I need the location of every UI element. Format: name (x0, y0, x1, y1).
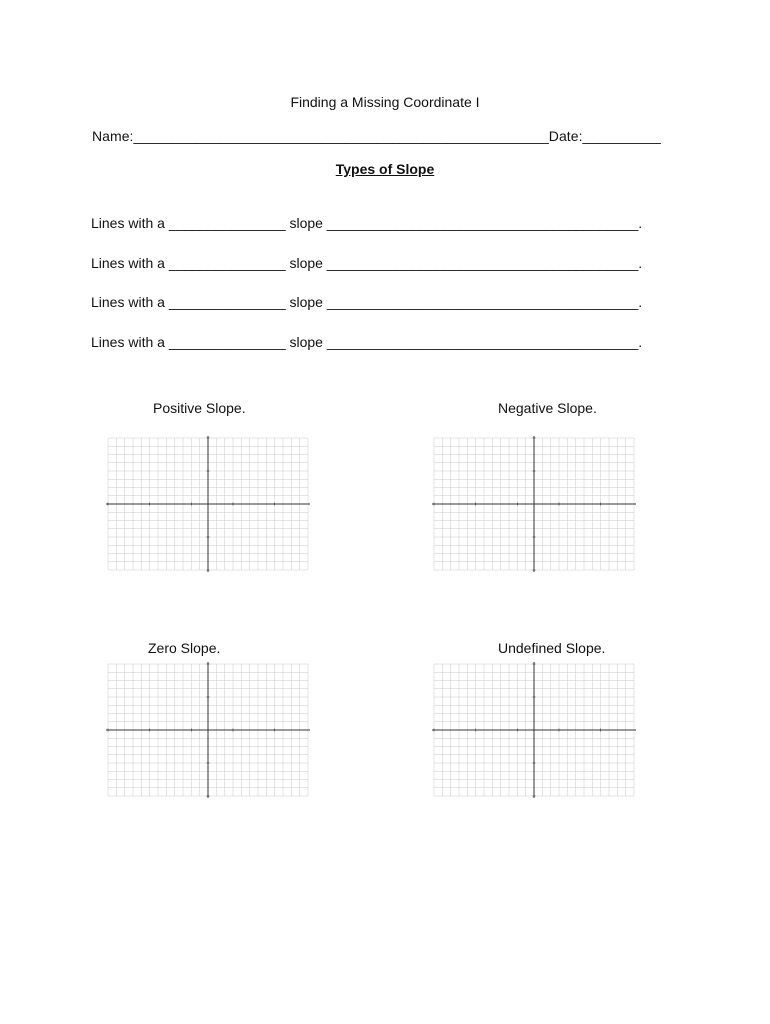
negative-slope-label: Negative Slope. (498, 400, 597, 416)
undefined-slope-label: Undefined Slope. (498, 640, 606, 656)
section-heading: Types of Slope (335, 161, 435, 177)
worksheet-title: Finding a Missing Coordinate I (290, 94, 480, 110)
positive-slope-label: Positive Slope. (153, 400, 246, 416)
fill-in-line-4: Lines with a _______________ slope ________________________________________. (91, 334, 643, 350)
fill-in-line-3: Lines with a _______________ slope ________________________________________. (91, 294, 643, 310)
fill-in-line-2: Lines with a _______________ slope ________________________________________. (91, 255, 643, 271)
undefined-slope-grid (434, 664, 634, 796)
zero-slope-label: Zero Slope. (148, 640, 221, 656)
fill-in-line-1: Lines with a _______________ slope ________________________________________. (91, 215, 643, 231)
name-date-row: Name:_____________________________________________________Date:__________ (92, 128, 661, 144)
negative-slope-grid (434, 438, 634, 570)
zero-slope-grid (108, 664, 308, 796)
positive-slope-grid (108, 438, 308, 570)
